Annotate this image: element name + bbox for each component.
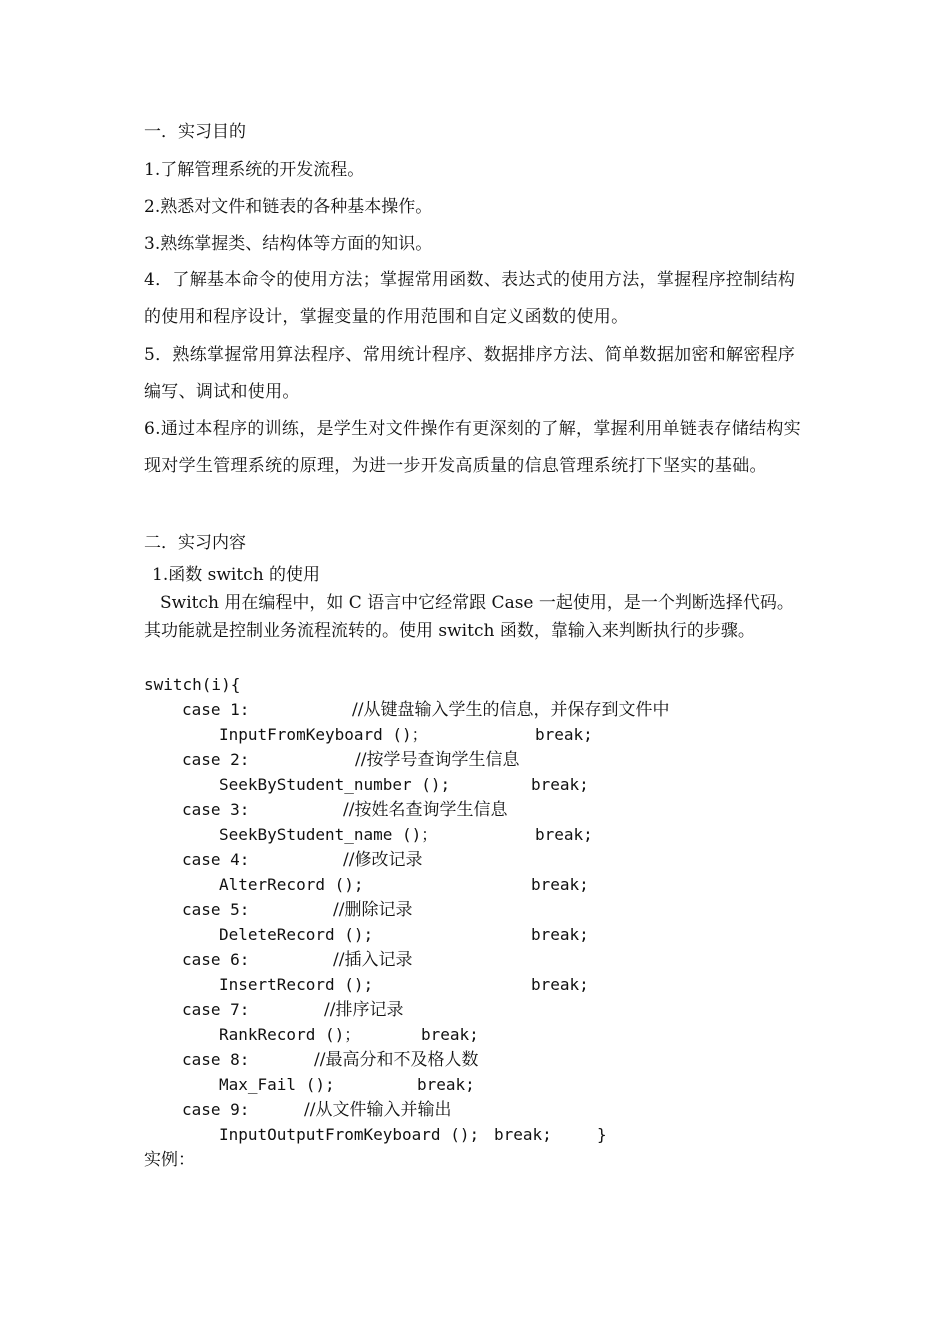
code-comment: //插入记录: [333, 950, 413, 970]
list-item: 6.通过本程序的训练，是学生对文件操作有更深刻的了解，掌握利用单链表存储结构实现对学生管理系统的原理，为进一步开发高质量的信息管理系统打下坚实的基础。: [144, 419, 801, 476]
code-comment: //最高分和不及格人数: [314, 1050, 479, 1070]
list-item: 5．熟练掌握常用算法程序、常用统计程序、数据排序方法、简单数据加密和解密程序编写、调试和使用。: [144, 345, 796, 402]
case-label: case 1:: [182, 700, 250, 719]
case-label: case 2:: [182, 750, 250, 769]
break-statement: break;: [535, 725, 593, 744]
function-call: InsertRecord ();: [219, 975, 374, 994]
break-statement: break;: [531, 875, 589, 894]
case-label: case 9:: [182, 1100, 250, 1119]
function-call: DeleteRecord ();: [219, 925, 374, 944]
function-call: AlterRecord ();: [219, 875, 364, 894]
case-label: case 6:: [182, 950, 250, 969]
code-line: switch(i){: [144, 675, 241, 694]
case-label: case 3:: [182, 800, 250, 819]
case-label: case 5:: [182, 900, 250, 919]
list-item: 3.熟练掌握类、结构体等方面的知识。: [144, 234, 433, 254]
description-paragraph: Switch 用在编程中，如 C 语言中它经常跟 Case 一起使用，是一个判断选择代码。其功能就是控制业务流程流转的。使用 switch 函数，靠输入来判断执行的步骤。: [144, 593, 794, 641]
break-statement: break;: [417, 1075, 475, 1094]
case-label: case 7:: [182, 1000, 250, 1019]
function-call: RankRecord ()；: [219, 1025, 361, 1044]
function-call: InputOutputFromKeyboard ();: [219, 1125, 480, 1144]
section-heading: 一．实习目的: [144, 122, 246, 142]
function-call: Max_Fail ();: [219, 1075, 335, 1094]
code-comment: //按学号查询学生信息: [355, 750, 520, 770]
code-comment: //删除记录: [333, 900, 413, 920]
break-statement: break;: [531, 925, 589, 944]
function-call: SeekByStudent_name ()；: [219, 825, 438, 844]
break-statement: break;: [494, 1125, 552, 1144]
example-label: 实例：: [144, 1150, 195, 1170]
list-item: 1.了解管理系统的开发流程。: [144, 160, 365, 180]
case-label: case 4:: [182, 850, 250, 869]
section-heading: 二．实习内容: [144, 533, 246, 553]
function-call: SeekByStudent_number ();: [219, 775, 451, 794]
code-comment: //排序记录: [324, 1000, 404, 1020]
break-statement: break;: [531, 775, 589, 794]
function-call: InputFromKeyboard ()；: [219, 725, 428, 744]
break-statement: break;: [531, 975, 589, 994]
code-comment: //按姓名查询学生信息: [343, 800, 508, 820]
code-comment: //修改记录: [343, 850, 423, 870]
list-item: 4．了解基本命令的使用方法；掌握常用函数、表达式的使用方法，掌握程序控制结构的使用和程序设计，掌握变量的作用范围和自定义函数的使用。: [144, 270, 796, 327]
code-comment: //从文件输入并输出: [304, 1100, 452, 1120]
break-statement: break;: [535, 825, 593, 844]
list-item: 2.熟悉对文件和链表的各种基本操作。: [144, 197, 433, 217]
case-label: case 8:: [182, 1050, 250, 1069]
subheading: 1.函数 switch 的使用: [152, 565, 321, 585]
code-closing-brace: }: [597, 1125, 607, 1144]
break-statement: break;: [421, 1025, 479, 1044]
code-comment: //从键盘输入学生的信息，并保存到文件中: [352, 700, 670, 720]
